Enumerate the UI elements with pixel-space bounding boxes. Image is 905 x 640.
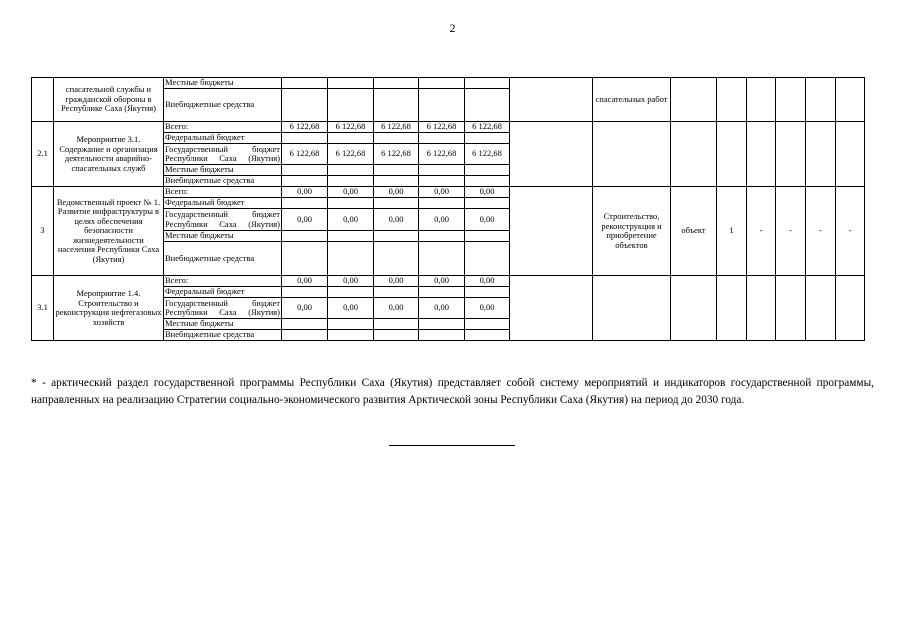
value-cell: 0,00	[465, 276, 510, 287]
source-local: Местные бюджеты	[164, 165, 282, 176]
result-name: спасательных работ	[593, 78, 671, 122]
source-extra: Внебюджетные средства	[164, 176, 282, 187]
table-row	[32, 187, 865, 198]
value-cell: 6 122,68	[419, 144, 465, 165]
value-cell: 6 122,68	[465, 122, 510, 133]
indicator-value: -	[836, 187, 865, 276]
source-extra: Внебюджетные средства	[164, 242, 282, 276]
value-cell: 0,00	[282, 187, 328, 198]
value-cell: 6 122,68	[282, 122, 328, 133]
value-cell: 6 122,68	[374, 122, 419, 133]
value-cell: 0,00	[374, 209, 419, 231]
source-extra: Внебюджетные средства	[164, 330, 282, 341]
source-local: Местные бюджеты	[164, 78, 282, 89]
indicator-value: -	[776, 187, 806, 276]
indicator-value: -	[806, 187, 836, 276]
source-total: Всего:	[164, 187, 282, 198]
value-cell: 0,00	[419, 276, 465, 287]
row-number: 3	[32, 187, 54, 276]
table-row	[32, 276, 865, 287]
source-state: Государственный бюджет Республики Саха (Якутия)	[165, 209, 280, 229]
value-cell: 6 122,68	[328, 122, 374, 133]
value-cell: 0,00	[465, 187, 510, 198]
value-cell: 0,00	[282, 298, 328, 319]
measure-name: Мероприятие 1.4. Строительство и реконструкция нефтегазовых хозяйств	[54, 276, 164, 341]
value-cell: 0,00	[328, 298, 374, 319]
value-cell: 0,00	[282, 209, 328, 231]
value-cell: 6 122,68	[328, 144, 374, 165]
value-cell: 6 122,68	[282, 144, 328, 165]
table-row	[32, 78, 865, 89]
row-number: 3.1	[32, 276, 54, 341]
page-number: 2	[449, 21, 456, 35]
program-table	[31, 77, 865, 341]
table-row	[32, 122, 865, 133]
measure-name: Ведомственный проект № 1. Развитие инфраструктуры в целях обеспечения безопасности жизнедеятельности населения Республики Саха (Якутия)	[54, 187, 164, 276]
value-cell: 0,00	[465, 209, 510, 231]
source-total: Всего:	[164, 276, 282, 287]
value-cell: 0,00	[328, 276, 374, 287]
value-cell: 6 122,68	[419, 122, 465, 133]
value-cell: 0,00	[328, 209, 374, 231]
source-federal: Федеральный бюджет	[164, 133, 282, 144]
value-cell: 0,00	[282, 276, 328, 287]
measure-name: Мероприятие 3.1. Содержание и организация деятельности аварийно-спасательных служб	[54, 122, 164, 187]
value-cell: 0,00	[419, 209, 465, 231]
row-number	[32, 78, 54, 122]
value-cell: 0,00	[419, 187, 465, 198]
row-number: 2.1	[32, 122, 54, 187]
unit: объект	[671, 187, 717, 276]
result-name: Строительство, реконструкция и приобретение объектов	[593, 187, 671, 276]
value-cell: 0,00	[328, 187, 374, 198]
end-rule	[389, 445, 515, 446]
value-cell: 0,00	[374, 298, 419, 319]
source-federal: Федеральный бюджет	[164, 198, 282, 209]
source-state: Государственный бюджет Республики Саха (Якутия)	[165, 297, 280, 317]
source-local: Местные бюджеты	[164, 231, 282, 242]
value-cell: 6 122,68	[465, 144, 510, 165]
value-cell: 0,00	[465, 298, 510, 319]
source-extra: Внебюджетные средства	[164, 89, 282, 122]
source-local: Местные бюджеты	[164, 319, 282, 330]
indicator-value: 1	[717, 187, 747, 276]
measure-name: спасательной службы и гражданской обороны в Республике Саха (Якутия)	[54, 78, 164, 122]
source-federal: Федеральный бюджет	[164, 287, 282, 298]
value-cell: 0,00	[374, 276, 419, 287]
value-cell: 0,00	[374, 187, 419, 198]
value-cell: 0,00	[419, 298, 465, 319]
indicator-value: -	[747, 187, 776, 276]
source-state: Государственный бюджет Республики Саха (Якутия)	[165, 143, 280, 163]
source-total: Всего:	[164, 122, 282, 133]
value-cell: 6 122,68	[374, 144, 419, 165]
footnote: * - арктический раздел государственной программы Республики Саха (Якутия) представляет собой систему мероприятий и индикаторов государственной программы, направленных на реализацию Стратегии социально-экономического развития Арктической зоны Республики Саха (Якутия) на период до 2030 года.	[31, 377, 874, 406]
